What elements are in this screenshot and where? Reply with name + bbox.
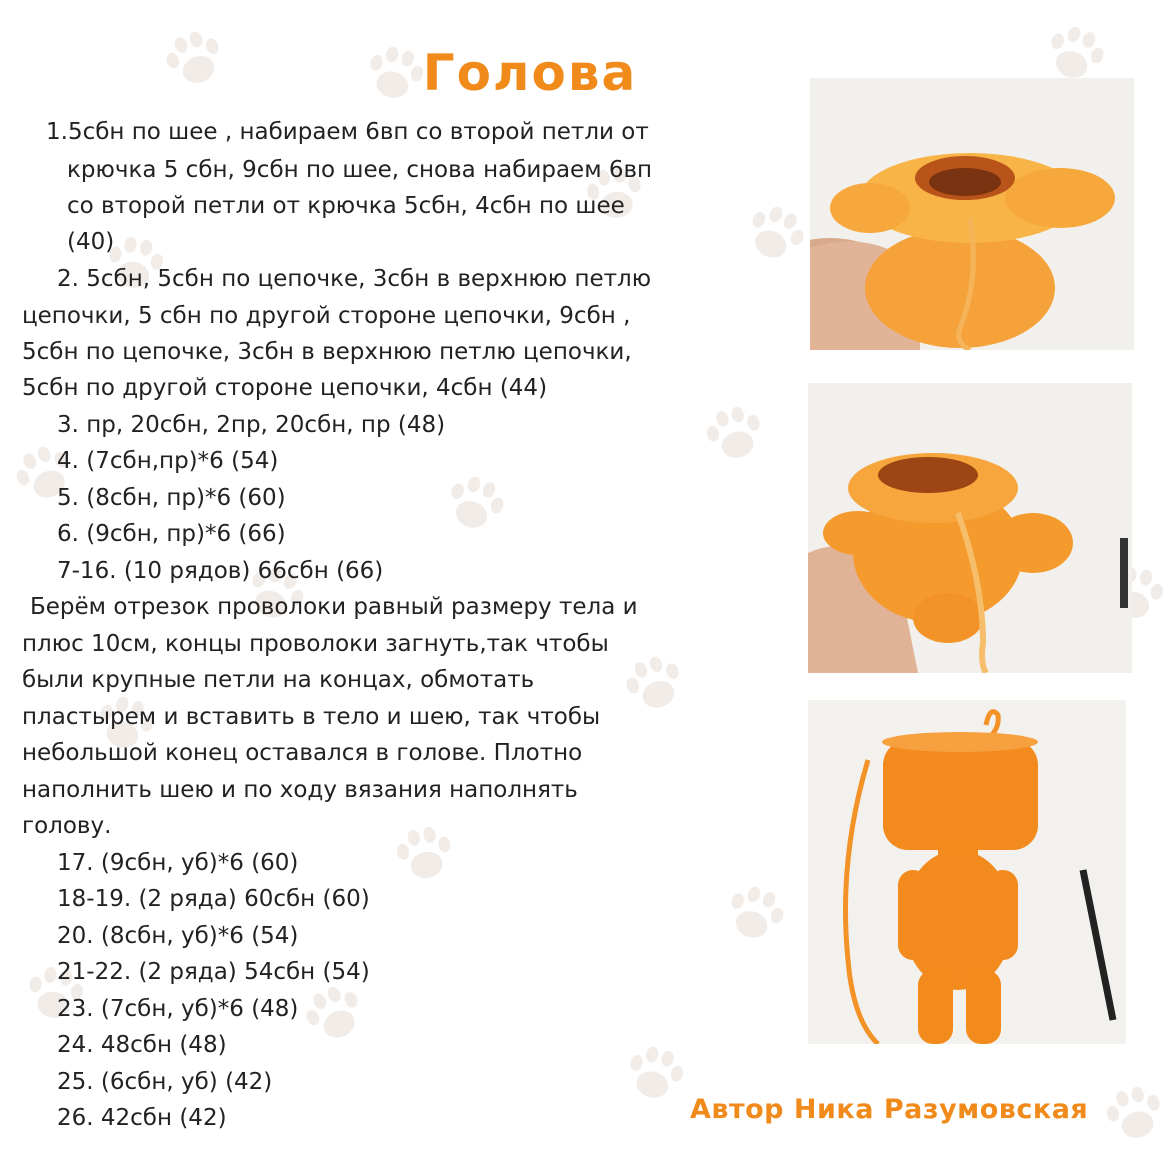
paw-print-icon [710, 870, 800, 960]
instruction-line: были крупные петли на концах, обмотать [22, 667, 535, 693]
instruction-line: пластырем и вставить в тело и шею, так чтобы [22, 704, 601, 730]
instruction-line: со второй петли от крючка 5сбн, 4сбн по шее [67, 193, 625, 219]
instruction-line: 3. пр, 20сбн, 2пр, 20сбн, пр (48) [57, 412, 446, 438]
instruction-line: (40) [67, 229, 115, 255]
instruction-line: цепочки, 5 сбн по другой стороне цепочки, 9сбн , [22, 303, 631, 329]
paw-print-icon [150, 15, 240, 105]
instruction-line: наполнить шею и по ходу вязания наполнять [22, 777, 578, 803]
author-credit: Автор Ника Разумовская [690, 1094, 1089, 1125]
instruction-line: 1.5сбн по шее , набираем 6вп со второй петли от [46, 119, 649, 145]
instruction-line: 5. (8сбн, пр)*6 (60) [57, 485, 286, 511]
instruction-line: 5сбн по другой стороне цепочки, 4сбн (44) [22, 375, 548, 401]
instruction-line: 26. 42сбн (42) [57, 1105, 227, 1131]
instruction-line: 24. 48сбн (48) [57, 1032, 227, 1058]
paw-print-icon [384, 814, 465, 895]
instruction-line: Берём отрезок проволоки равный размеру тела и [30, 594, 638, 620]
instruction-line: 4. (7сбн,пр)*6 (54) [57, 448, 279, 474]
photo-head-top-view [810, 78, 1134, 350]
paw-print-icon [610, 640, 700, 730]
paw-print-icon [728, 188, 821, 281]
instruction-line: 23. (7сбн, уб)*6 (48) [57, 996, 299, 1022]
paw-print-icon [612, 1032, 698, 1118]
instruction-line: 21-22. (2 ряда) 54сбн (54) [57, 959, 370, 985]
photo-full-doll [808, 700, 1126, 1044]
page-title: Голова [422, 44, 638, 102]
instruction-line: 2. 5сбн, 5сбн по цепочке, 3сбн в верхнюю петлю [57, 266, 652, 292]
instruction-line: 18-19. (2 ряда) 60сбн (60) [57, 886, 370, 912]
photo-head-side-view [808, 383, 1132, 673]
instruction-line: голову. [22, 813, 112, 839]
instruction-line: небольшой конец оставался в голове. Плотно [22, 740, 583, 766]
instruction-line: крючка 5 сбн, 9сбн по шее, снова набираем 6вп [67, 157, 653, 183]
instruction-line: плюс 10см, концы проволоки загнуть,так чтобы [22, 631, 609, 657]
instruction-line: 20. (8сбн, уб)*6 (54) [57, 923, 299, 949]
instruction-line: 7-16. (10 рядов) 66сбн (66) [57, 558, 384, 584]
instruction-line: 6. (9сбн, пр)*6 (66) [57, 521, 286, 547]
paw-print-icon [1092, 1072, 1170, 1158]
instruction-line: 5сбн по цепочке, 3сбн в верхнюю петлю цепочки, [22, 339, 632, 365]
instruction-line: 25. (6сбн, уб) (42) [57, 1069, 273, 1095]
instruction-line: 17. (9сбн, уб)*6 (60) [57, 850, 299, 876]
paw-print-icon [430, 460, 520, 550]
paw-print-icon [692, 392, 778, 478]
